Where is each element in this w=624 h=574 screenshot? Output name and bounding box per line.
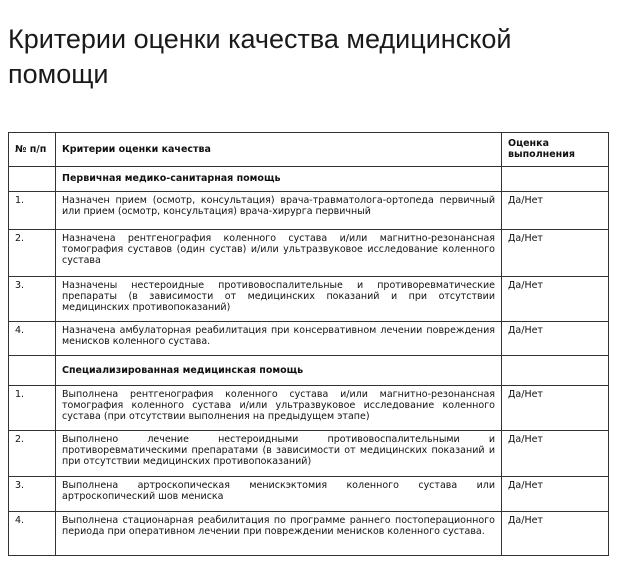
row-grade: Да/Нет: [502, 431, 609, 477]
section-title: Первичная медико-санитарная помощь: [56, 167, 502, 192]
row-grade: Да/Нет: [502, 512, 609, 556]
row-number: 2.: [9, 230, 56, 277]
row-grade: Да/Нет: [502, 277, 609, 322]
row-grade: Да/Нет: [502, 386, 609, 431]
row-criterion: Выполнена рентгенография коленного сустава и/или магнитно-резонансная томография коленного сустава и/или ультразвуковое исследование коленного сустава (при отсутствии выполнения на предыдущем этапе): [56, 386, 502, 431]
row-grade: Да/Нет: [502, 192, 609, 230]
row-number: 1.: [9, 192, 56, 230]
row-number: 3.: [9, 477, 56, 512]
section-row: [9, 356, 609, 386]
table-row: [9, 230, 609, 277]
table-row: [9, 477, 609, 512]
table-row: [9, 431, 609, 477]
row-criterion: Выполнено лечение нестероидными противовоспалительными и противоревматическими препаратами (в зависимости от медицинских показаний и при отсутствии медицинских противопоказаний): [56, 431, 502, 477]
criteria-table: [8, 132, 609, 556]
header-number: № п/п: [9, 133, 56, 167]
header-grade: Оценка выполнения: [502, 133, 609, 167]
section-title: Специализированная медицинская помощь: [56, 356, 502, 386]
section-row: [9, 167, 609, 192]
table-row: [9, 322, 609, 356]
row-grade: Да/Нет: [502, 230, 609, 277]
table-row: [9, 277, 609, 322]
table-row: [9, 192, 609, 230]
table-row: [9, 386, 609, 431]
row-criterion: Назначены нестероидные противовоспалительные и противоревматические препараты (в зависимости от медицинских показаний и при отсутствии медицинских противопоказаний): [56, 277, 502, 322]
table-row: [9, 512, 609, 556]
row-number: 4.: [9, 512, 56, 556]
row-number: 3.: [9, 277, 56, 322]
row-criterion: Выполнена стационарная реабилитация по программе раннего постоперационного периода при оперативном лечении при повреждении менисков коленного сустава.: [56, 512, 502, 556]
row-criterion: Назначен прием (осмотр, консультация) врача-травматолога-ортопеда первичный или прием (осмотр, консультация) врача-хирурга первичный: [56, 192, 502, 230]
row-criterion: Выполнена артроскопическая менискэктомия коленного сустава или артроскопический шов мениска: [56, 477, 502, 512]
row-criterion: Назначена амбулаторная реабилитация при консервативном лечении повреждения менисков коленного сустава.: [56, 322, 502, 356]
page-title: Критерии оценки качества медицинской помощи: [8, 24, 512, 89]
row-number: 2.: [9, 431, 56, 477]
row-number: 1.: [9, 386, 56, 431]
row-grade: Да/Нет: [502, 477, 609, 512]
row-criterion: Назначена рентгенография коленного сустава и/или магнитно-резонансная томография суставов (один сустав) и/или ультразвуковое исследование коленного сустава: [56, 230, 502, 277]
row-grade: Да/Нет: [502, 322, 609, 356]
row-number: 4.: [9, 322, 56, 356]
header-criterion: Критерии оценки качества: [56, 133, 502, 167]
table-header-row: [9, 133, 609, 167]
